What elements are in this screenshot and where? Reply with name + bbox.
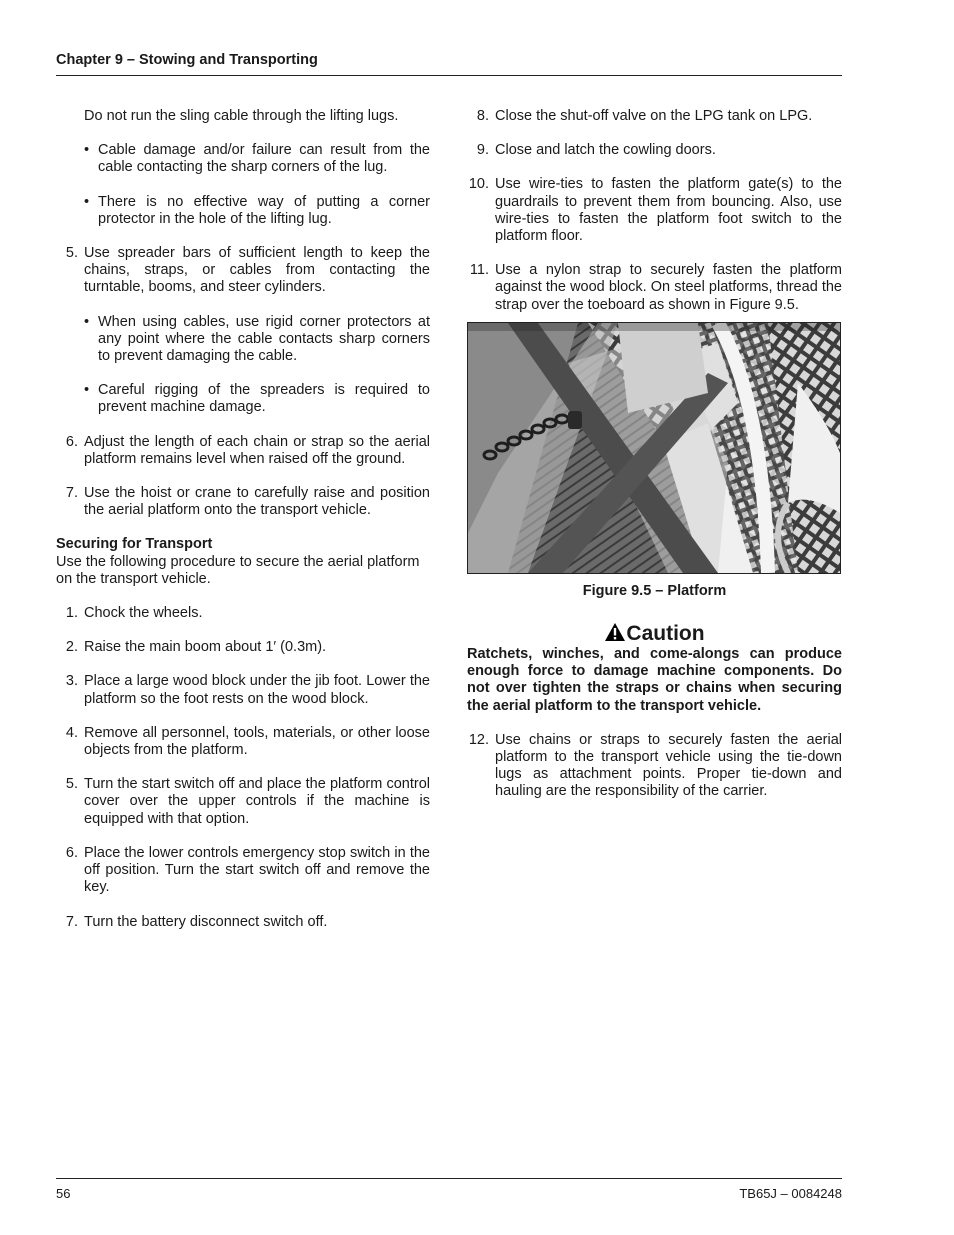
list-item: [467, 732, 842, 801]
list-item: [56, 914, 430, 931]
bullet-dot: •: [84, 313, 90, 330]
chapter-header: Chapter 9 – Stowing and Transporting: [56, 52, 318, 68]
item-text: Use the hoist or crane to carefully raise and position the aerial platform onto the transport vehicle.: [84, 485, 430, 519]
bullet-item: [56, 194, 430, 228]
list-item: [56, 776, 430, 828]
item-text: Use spreader bars of sufficient length to keep the chains, straps, or cables from contacting the turntable, booms, and steer cylinders.: [84, 245, 430, 296]
item-text: Close and latch the cowling doors.: [495, 142, 716, 159]
left-column: [56, 108, 430, 948]
item-text: Remove all personnel, tools, materials, or other loose objects from the platform.: [84, 724, 430, 759]
list-item: [56, 245, 430, 297]
item-text: Use chains or straps to securely fasten the aerial platform to the transport vehicle using the tie-down lugs as attachment points. Proper tie-down and hauling are the responsibility of the carrier.: [495, 731, 842, 800]
list-item: [56, 605, 430, 622]
item-number: 3.: [65, 673, 78, 690]
bullet-item: [56, 382, 430, 416]
bullet-dot: •: [84, 382, 90, 399]
item-number: 2.: [65, 639, 78, 656]
list-item: [56, 845, 430, 897]
bullet-text: When using cables, use rigid corner protectors at any point where the cable contacts sharp corners to prevent damaging the cable.: [98, 313, 430, 365]
list-item: [56, 434, 430, 468]
bullet-dot: •: [84, 142, 90, 159]
list-item: [467, 142, 842, 159]
bullet-item: [56, 142, 430, 176]
item-number: 12.: [468, 731, 489, 748]
list-item: [467, 108, 842, 125]
list-item: [56, 673, 430, 707]
item-number: 8.: [476, 108, 489, 124]
item-number: 4.: [65, 724, 78, 741]
item-number: 5.: [65, 245, 78, 262]
item-text: Use wire-ties to fasten the platform gate(s) to the guardrails to prevent them from bouncing. Also, use wire-ties to fasten the platform foot switch to the platform floor.: [495, 176, 842, 245]
list-item: [56, 485, 430, 519]
item-text: Turn the battery disconnect switch off.: [84, 913, 328, 930]
item-number: 7.: [65, 913, 78, 930]
list-item: [56, 639, 430, 656]
list-item: [467, 176, 842, 245]
item-number: 7.: [65, 485, 78, 502]
item-number: 9.: [476, 142, 489, 159]
item-text: Adjust the length of each chain or strap so the aerial platform remains level when raised off the ground.: [84, 433, 430, 467]
item-number: 6.: [65, 844, 78, 861]
item-number: 11.: [469, 262, 489, 279]
header-rule: [56, 75, 842, 76]
caution-text: Ratchets, winches, and come-alongs can produce enough force to damage machine components. Do not over tighten the straps or chains when securing the aerial platform to the transport vehicle.: [467, 646, 842, 714]
footer-rule: [56, 1178, 842, 1179]
item-text: Use a nylon strap to securely fasten the platform against the wood block. On steel platforms, thread the strap over the toeboard as shown in Figure 9.5.: [495, 262, 842, 313]
item-text: Place the lower controls emergency stop switch in the off position. Turn the start switch off and remove the key.: [84, 844, 430, 896]
sling-warning: Do not run the sling cable through the lifting lugs.: [84, 108, 399, 124]
item-number: 10.: [468, 176, 489, 193]
warning-triangle-icon: [604, 622, 626, 642]
document-id: TB65J – 0084248: [739, 1186, 842, 1201]
section-title: Securing for Transport: [56, 536, 213, 553]
item-text: Place a large wood block under the jib foot. Lower the platform so the foot rests on the wood block.: [84, 673, 430, 707]
bullet-text: Cable damage and/or failure can result from the cable contacting the sharp corners of the lug.: [98, 142, 430, 176]
item-text: Turn the start switch off and place the platform control cover over the upper controls if the machine is equipped with that option.: [84, 776, 430, 827]
item-number: 5.: [65, 776, 78, 793]
platform-photo: [467, 322, 841, 574]
bullet-item: [56, 314, 430, 366]
right-column: [467, 108, 842, 818]
caution-title-text: Caution: [626, 622, 705, 646]
item-number: 1.: [65, 605, 78, 622]
section-intro: Use the following procedure to secure the aerial platform on the transport vehicle.: [56, 553, 420, 587]
list-item: [467, 262, 842, 314]
item-number: 6.: [65, 433, 78, 450]
platform-photo-illustration: [468, 323, 840, 573]
item-text: Raise the main boom about 1′ (0.3m).: [84, 639, 327, 656]
figure-caption: Figure 9.5 – Platform: [582, 582, 727, 599]
item-text: Chock the wheels.: [84, 605, 203, 622]
bullet-dot: •: [84, 193, 90, 210]
list-item: [56, 725, 430, 759]
bullet-text: There is no effective way of putting a corner protector in the hole of the lifting lug.: [98, 193, 430, 227]
item-text: Close the shut-off valve on the LPG tank on LPG.: [495, 108, 813, 124]
bullet-text: Careful rigging of the spreaders is required to prevent machine damage.: [98, 382, 430, 416]
caution-heading: [467, 622, 842, 645]
page-number: 56: [56, 1186, 71, 1201]
